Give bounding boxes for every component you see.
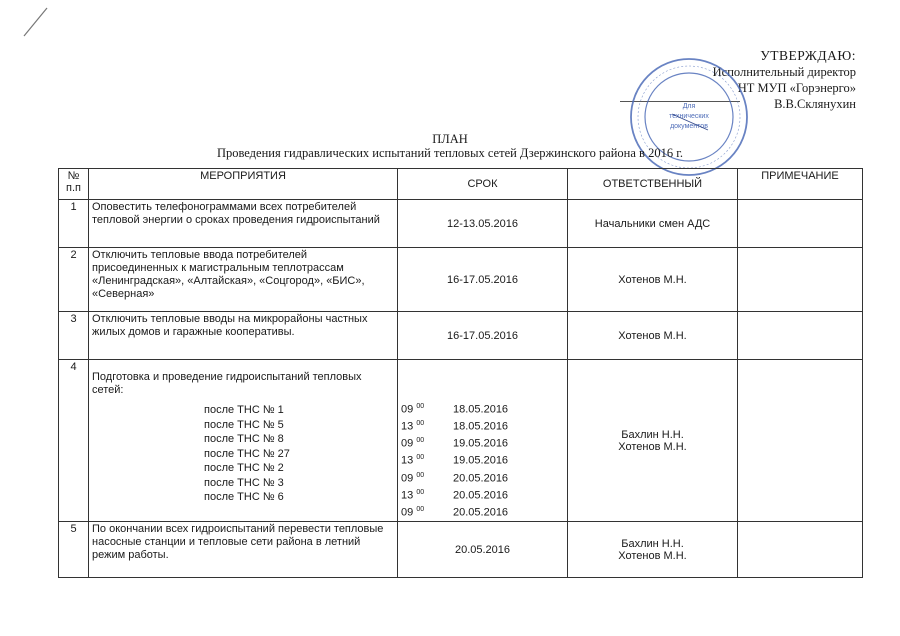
station-item: после ТНС № 27: [204, 447, 290, 460]
table-row: [59, 360, 863, 522]
schedule-entry: 13 $^{00}$ 20.05.2016: [401, 488, 509, 502]
table-row: [59, 312, 863, 360]
station-item: после ТНС № 1: [204, 404, 284, 416]
responsible-name: Бахлин Н.Н.: [621, 428, 684, 441]
responsible-name: Хотенов М.Н.: [618, 549, 687, 562]
row-term: 12-13.05.2016: [398, 200, 568, 248]
table-row: [59, 200, 863, 248]
row-activity: Отключить тепловые ввода потребителей присоединенных к магистральным теплотрассам «Ленинградская», «Алтайская», «Соцгород», «БИС», «Северная»: [89, 248, 398, 312]
approval-heading: УТВЕРЖДАЮ:: [760, 48, 856, 63]
station-list: [92, 403, 394, 505]
row-num: 4: [59, 360, 89, 522]
row-note: [738, 248, 863, 312]
approval-position: Исполнительный директор: [712, 65, 856, 79]
row-note: [738, 200, 863, 248]
schedule-entry: 09 $^{00}$ 20.05.2016: [401, 505, 509, 519]
row-note: [738, 522, 863, 578]
document-subtitle: Проведения гидравлических испытаний тепловых сетей Дзержинского района в 2016 г.: [216, 146, 684, 160]
table-header-row: [59, 169, 863, 200]
row-term: 16-17.05.2016: [398, 248, 568, 312]
row-responsible: Начальники смен АДС: [568, 200, 738, 248]
row-num: 2: [59, 248, 89, 312]
schedule-entry: 13 $^{00}$ 18.05.2016: [401, 420, 509, 433]
header-num: № п.п: [59, 169, 89, 200]
row-num: 5: [59, 522, 89, 578]
stamp-text-3: документов: [670, 123, 708, 130]
schedule-entry: 09 $^{00}$ 19.05.2016: [401, 437, 509, 450]
row-responsible: Хотенов М.Н.: [568, 248, 738, 312]
row-num: 3: [59, 312, 89, 360]
row-activity: Отключить тепловые вводы на микрорайоны частных жилых домов и гаражные кооперативы.: [89, 312, 398, 360]
header-term: СРОК: [398, 169, 568, 200]
station-item: после ТНС № 2: [204, 462, 284, 474]
row-note: [738, 360, 863, 522]
station-item: после ТНС № 3: [204, 476, 284, 489]
stamp-text-1: Для: [682, 103, 696, 110]
row-term: 16-17.05.2016: [398, 312, 568, 360]
plan-table: [58, 168, 863, 578]
pen-mark: [20, 6, 50, 38]
row-num: 1: [59, 200, 89, 248]
row-note: [738, 312, 863, 360]
row-activity: Оповестить телефонограммами всех потребителей тепловой энергии о сроках проведения гидроиспытаний: [89, 200, 398, 248]
header-note: ПРИМЕЧАНИЕ: [738, 169, 863, 200]
header-responsible: ОТВЕТСТВЕННЫЙ: [568, 169, 738, 200]
approval-organization: НТ МУП «Горэнерго»: [737, 81, 856, 95]
header-activity: МЕРОПРИЯТИЯ: [89, 169, 398, 200]
row-responsible: [568, 522, 738, 578]
row-term: 20.05.2016: [398, 522, 568, 578]
document-title: ПЛАН: [432, 132, 468, 146]
schedule-entry: 09 $^{00}$ 20.05.2016: [401, 471, 509, 485]
station-item: после ТНС № 5: [204, 418, 284, 431]
row-activity-text: Подготовка и проведение гидроиспытаний тепловых сетей:: [92, 371, 362, 396]
station-item: после ТНС № 6: [204, 491, 284, 503]
row-activity: По окончании всех гидроиспытаний перевести тепловые насосные станции и тепловые сети района в летний режим работы.: [89, 522, 398, 578]
schedule-cell: [398, 360, 568, 522]
schedule-entry: 09 $^{00}$ 18.05.2016: [401, 403, 509, 416]
table-row: [59, 522, 863, 578]
row-responsible: [568, 360, 738, 522]
stamp-text-2: технических: [669, 113, 709, 120]
responsible-name: Бахлин Н.Н.: [621, 537, 684, 550]
station-item: после ТНС № 8: [204, 433, 284, 445]
schedule-entry: 13 $^{00}$ 19.05.2016: [401, 454, 509, 468]
table-row: [59, 248, 863, 312]
row-activity: [89, 360, 398, 522]
row-responsible: Хотенов М.Н.: [568, 312, 738, 360]
approval-signatory: В.В.Склянухин: [774, 97, 856, 111]
responsible-name: Хотенов М.Н.: [618, 440, 687, 453]
